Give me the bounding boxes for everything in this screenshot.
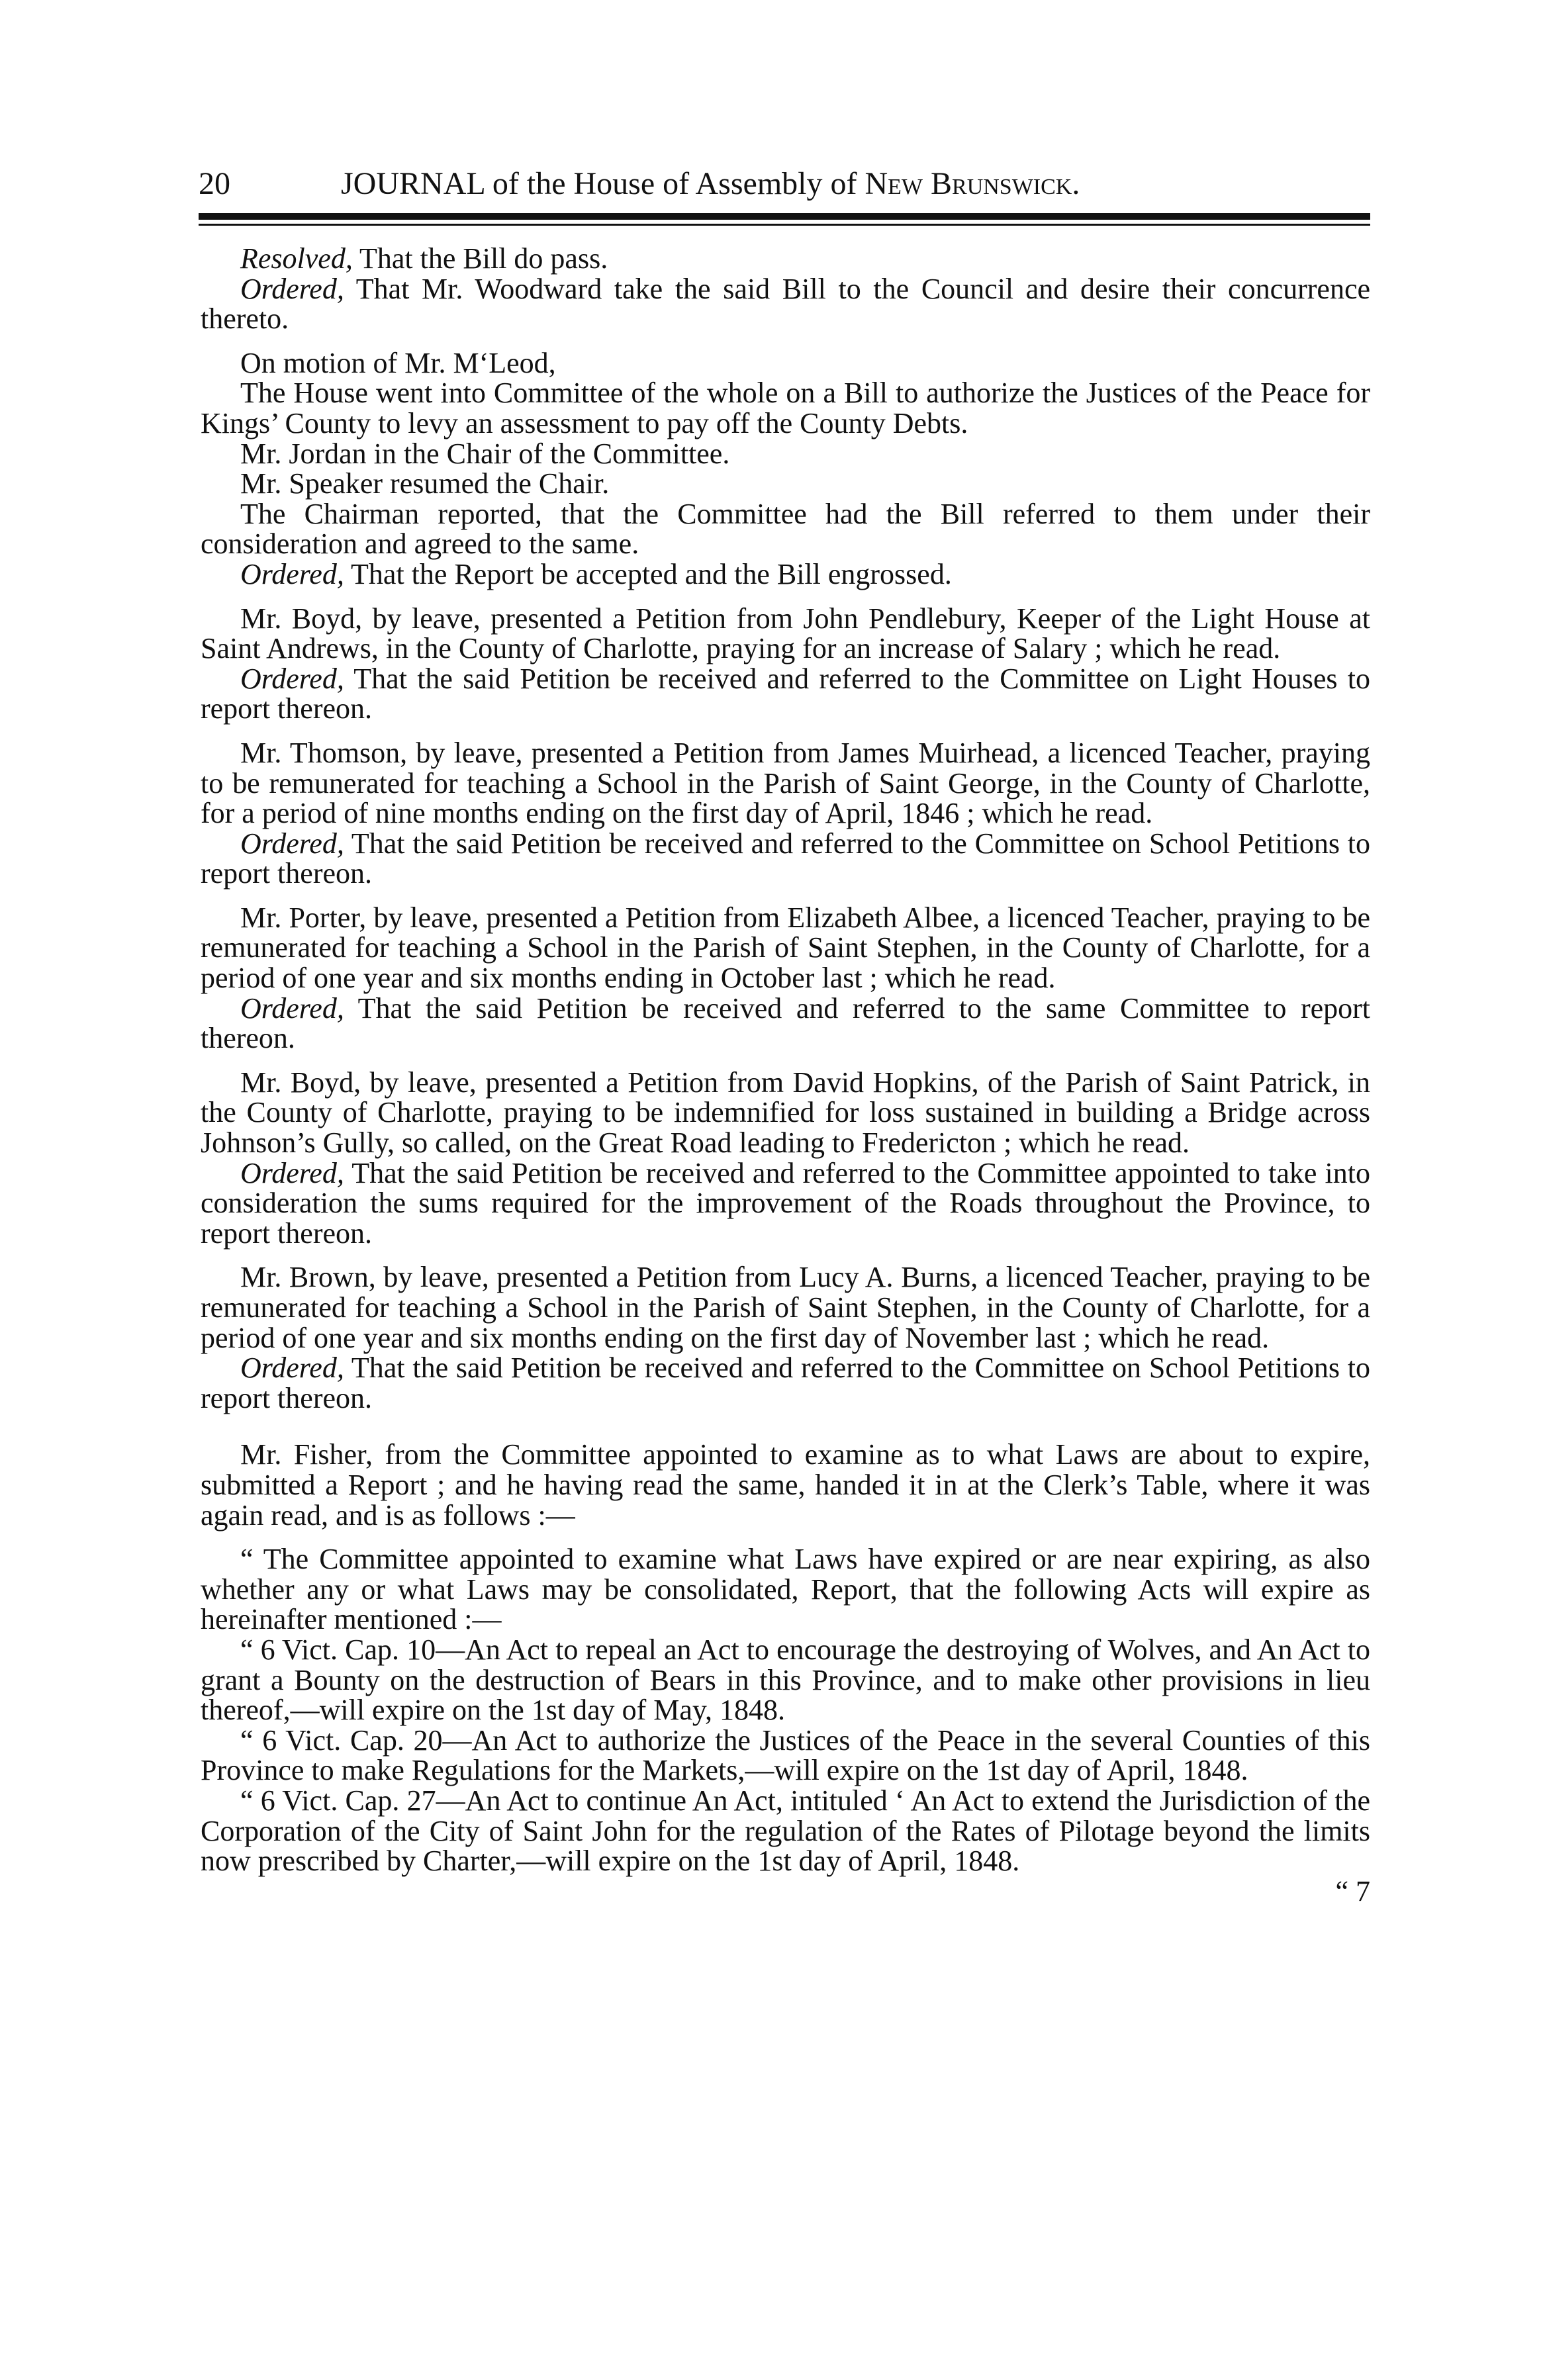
ordered-report-accepted: Ordered, That the Report be accepted and the Bill engrossed. (240, 557, 952, 590)
petition-muirhead: Mr. Thomson, by leave, presented a Petition from James Muirhead, a licenced Teacher, praying to be remunerated for teaching a School in the Parish of Saint George, in the County of Charlotte, for a period of nine months ending on the first day of April, 1846 ; which he read. (201, 736, 1370, 830)
jordan-chair: Mr. Jordan in the Chair of the Committee. (240, 437, 730, 470)
header-rule-thick (199, 213, 1370, 220)
journal-title: JOURNAL of the House of Assembly of (341, 166, 865, 201)
speaker-resumed: Mr. Speaker resumed the Chair. (240, 467, 610, 500)
ordered-roads-committee: Ordered, That the said Petition be received and referred to the Committee appointed to take into consideration the sums required for the improvement of the Roads throughout the Province, to report thereon. (201, 1156, 1370, 1250)
header-rule-thin (199, 224, 1370, 226)
journal-title-province: New Brunswick. (865, 166, 1080, 201)
ordered-school-petitions-1: Ordered, That the said Petition be received and referred to the Committee on School Petitions to report thereon. (201, 827, 1370, 890)
act-pilotage: “ 6 Vict. Cap. 27—An Act to continue An Act, intituled ‘ An Act to extend the Jurisdiction of the Corporation of the City of Saint John for the regulation of the Rates of Pilotage beyond the limits now prescribed by Charter,—will expire on the 1st day of April, 1848. (201, 1784, 1370, 1878)
chairman-reported: The Chairman reported, that the Committee had the Bill referred to them under their consideration and agreed to the same. (201, 497, 1370, 561)
ordered-school-petitions-2: Ordered, That the said Petition be received and referred to the Committee on School Petitions to report thereon. (201, 1351, 1370, 1414)
page-number: 20 (199, 166, 230, 201)
fisher-report: Mr. Fisher, from the Committee appointed to examine as to what Laws are about to expire, submitted a Report ; and he having read the same, handed it in at the Clerk’s Table, where it was again read, and is as follows :— (201, 1438, 1370, 1532)
ordered-light-houses: Ordered, That the said Petition be received and referred to the Committee on Light Houses to report thereon. (201, 662, 1370, 725)
resolved-bill-pass: Resolved, That the Bill do pass. (240, 242, 608, 275)
motion-mleod: On motion of Mr. M‘Leod, (240, 346, 556, 379)
page-body (201, 244, 1370, 1906)
committee-kings-county: The House went into Committee of the whole on a Bill to authorize the Justices of the Peace for Kings’ County to levy an assessment to pay off the County Debts. (201, 377, 1370, 439)
petition-burns: Mr. Brown, by leave, presented a Petition from Lucy A. Burns, a licenced Teacher, praying to be remunerated for teaching a School in the Parish of Saint Stephen, in the County of Charlotte, for a period of one year and six months ending on the first day of November last ; which he read. (201, 1261, 1370, 1354)
catchword: “ 7 (1335, 1874, 1370, 1907)
petition-hopkins: Mr. Boyd, by leave, presented a Petition from David Hopkins, of the Parish of Saint Patrick, in the County of Charlotte, praying to be indemnified for loss sustained in building a Bridge across Johnson’s Gully, so called, on the Great Road leading to Fredericton ; which he read. (201, 1066, 1370, 1160)
ordered-same-committee: Ordered, That the said Petition be received and referred to the same Committee to report thereon. (201, 991, 1370, 1055)
ordered-woodward-council: Ordered, That Mr. Woodward take the said Bill to the Council and desire their concurrence thereto. (201, 272, 1370, 336)
act-wolves-bears: “ 6 Vict. Cap. 10—An Act to repeal an Act to encourage the destroying of Wolves, and An Act to grant a Bounty on the destruction of Bears in this Province, and to make other provisions in lieu thereof,—will expire on the 1st day of May, 1848. (201, 1633, 1370, 1727)
act-markets: “ 6 Vict. Cap. 20—An Act to authorize the Justices of the Peace in the several Counties of this Province to make Regulations for the Markets,—will expire on the 1st day of April, 1848. (201, 1723, 1370, 1787)
report-intro: “ The Committee appointed to examine what Laws have expired or are near expiring, as also whether any or what Laws may be consolidated, Report, that the following Acts will expire as hereinafter mentioned :— (201, 1543, 1370, 1636)
petition-pendlebury: Mr. Boyd, by leave, presented a Petition from John Pendlebury, Keeper of the Light House at Saint Andrews, in the County of Charlotte, praying for an increase of Salary ; which he read. (201, 602, 1370, 665)
running-header (199, 164, 1370, 204)
petition-albee: Mr. Porter, by leave, presented a Petition from Elizabeth Albee, a licenced Teacher, praying to be remunerated for teaching a School in the Parish of Saint Stephen, in the County of Charlotte, for a period of one year and six months ending in October last ; which he read. (201, 901, 1370, 995)
